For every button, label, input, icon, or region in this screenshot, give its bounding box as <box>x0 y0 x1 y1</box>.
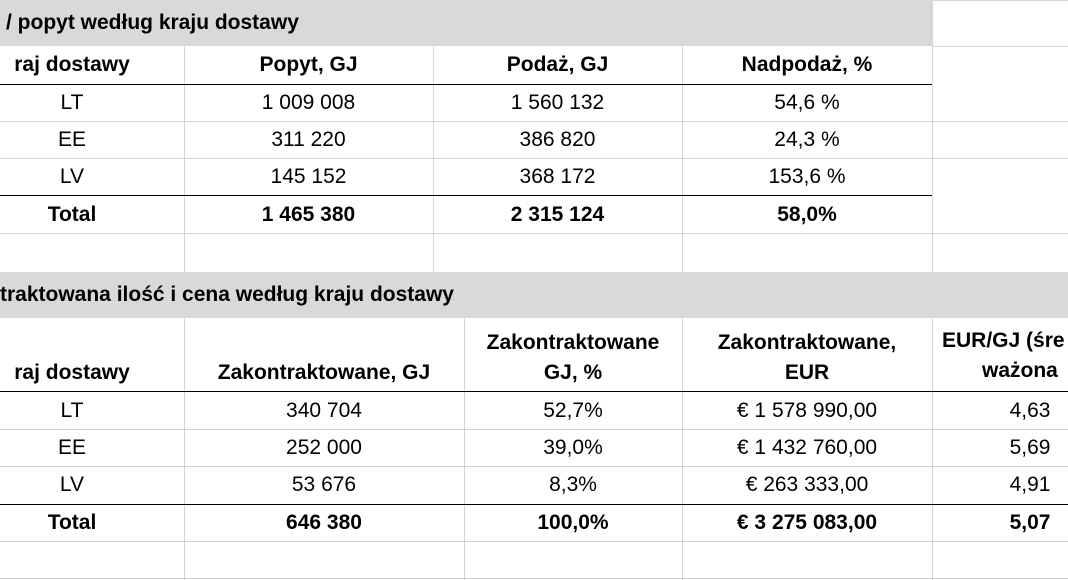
table2-header-contracted-gj: Zakontraktowane, GJ <box>217 361 431 384</box>
table-cell: 54,6 % <box>774 90 840 114</box>
table-cell: 1 560 132 <box>510 90 605 114</box>
table-cell: 252 000 <box>286 435 362 459</box>
table1-header-country: raj dostawy <box>14 53 130 76</box>
table-cell: € 1 578 990,00 <box>736 398 878 422</box>
table-cell: € 1 432 760,00 <box>736 435 878 459</box>
table-cell: 340 704 <box>286 398 362 422</box>
table-cell: 311 220 <box>271 127 346 151</box>
table2-header-contracted-pct: Zakontraktowane GJ, % <box>486 331 660 384</box>
table1-total-label: Total <box>47 202 97 226</box>
table1-total-oversupply: 58,0% <box>777 202 837 226</box>
table-cell: 386 820 <box>519 127 596 151</box>
table-cell: 53 676 <box>291 473 357 496</box>
table-cell: 4,63 <box>1009 398 1051 422</box>
table-row: EE <box>57 127 86 151</box>
table-cell: 39,0% <box>543 435 603 459</box>
table-row: LT <box>60 398 84 422</box>
table-row: LT <box>60 90 84 114</box>
table1-header-supply: Podaż, GJ <box>506 53 609 76</box>
table-row: LV <box>59 473 85 496</box>
table-cell: 153,6 % <box>768 164 846 188</box>
table2-total-label: Total <box>47 511 97 534</box>
table1-header-demand: Popyt, GJ <box>259 53 358 76</box>
table1-total-demand: 1 465 380 <box>261 202 356 226</box>
table-cell: 4,91 <box>1009 473 1051 496</box>
table1-title: / popyt według kraju dostawy <box>6 11 299 34</box>
table-cell: 8,3% <box>549 473 597 496</box>
table2-total-eur-per-gj: 5,07 <box>1009 511 1051 534</box>
table-cell: 145 152 <box>270 164 347 188</box>
table-cell: 1 009 008 <box>261 90 356 114</box>
table1-total-supply: 2 315 124 <box>510 202 605 226</box>
table-cell: 5,69 <box>1009 435 1051 459</box>
table-cell: € 263 333,00 <box>745 473 869 496</box>
table-cell: 24,3 % <box>774 127 840 151</box>
table2-header-eur-per-gj: EUR/GJ (śre ważona <box>942 329 1065 382</box>
table2-header-contracted-eur: Zakontraktowane, EUR <box>717 331 897 384</box>
table2-total-eur: € 3 275 083,00 <box>736 511 878 534</box>
table2-total-gj: 646 380 <box>286 511 362 534</box>
table-cell: 52,7% <box>543 398 603 422</box>
table2-header-country: raj dostawy <box>14 361 130 384</box>
table-cell: 368 172 <box>519 164 596 188</box>
table2-total-pct: 100,0% <box>537 511 609 534</box>
table-row: EE <box>57 435 86 459</box>
table-row: LV <box>59 164 85 188</box>
table1-header-oversupply: Nadpodaż, % <box>741 53 873 76</box>
table2-title: traktowana ilość i cena według kraju dostawy <box>0 283 454 306</box>
